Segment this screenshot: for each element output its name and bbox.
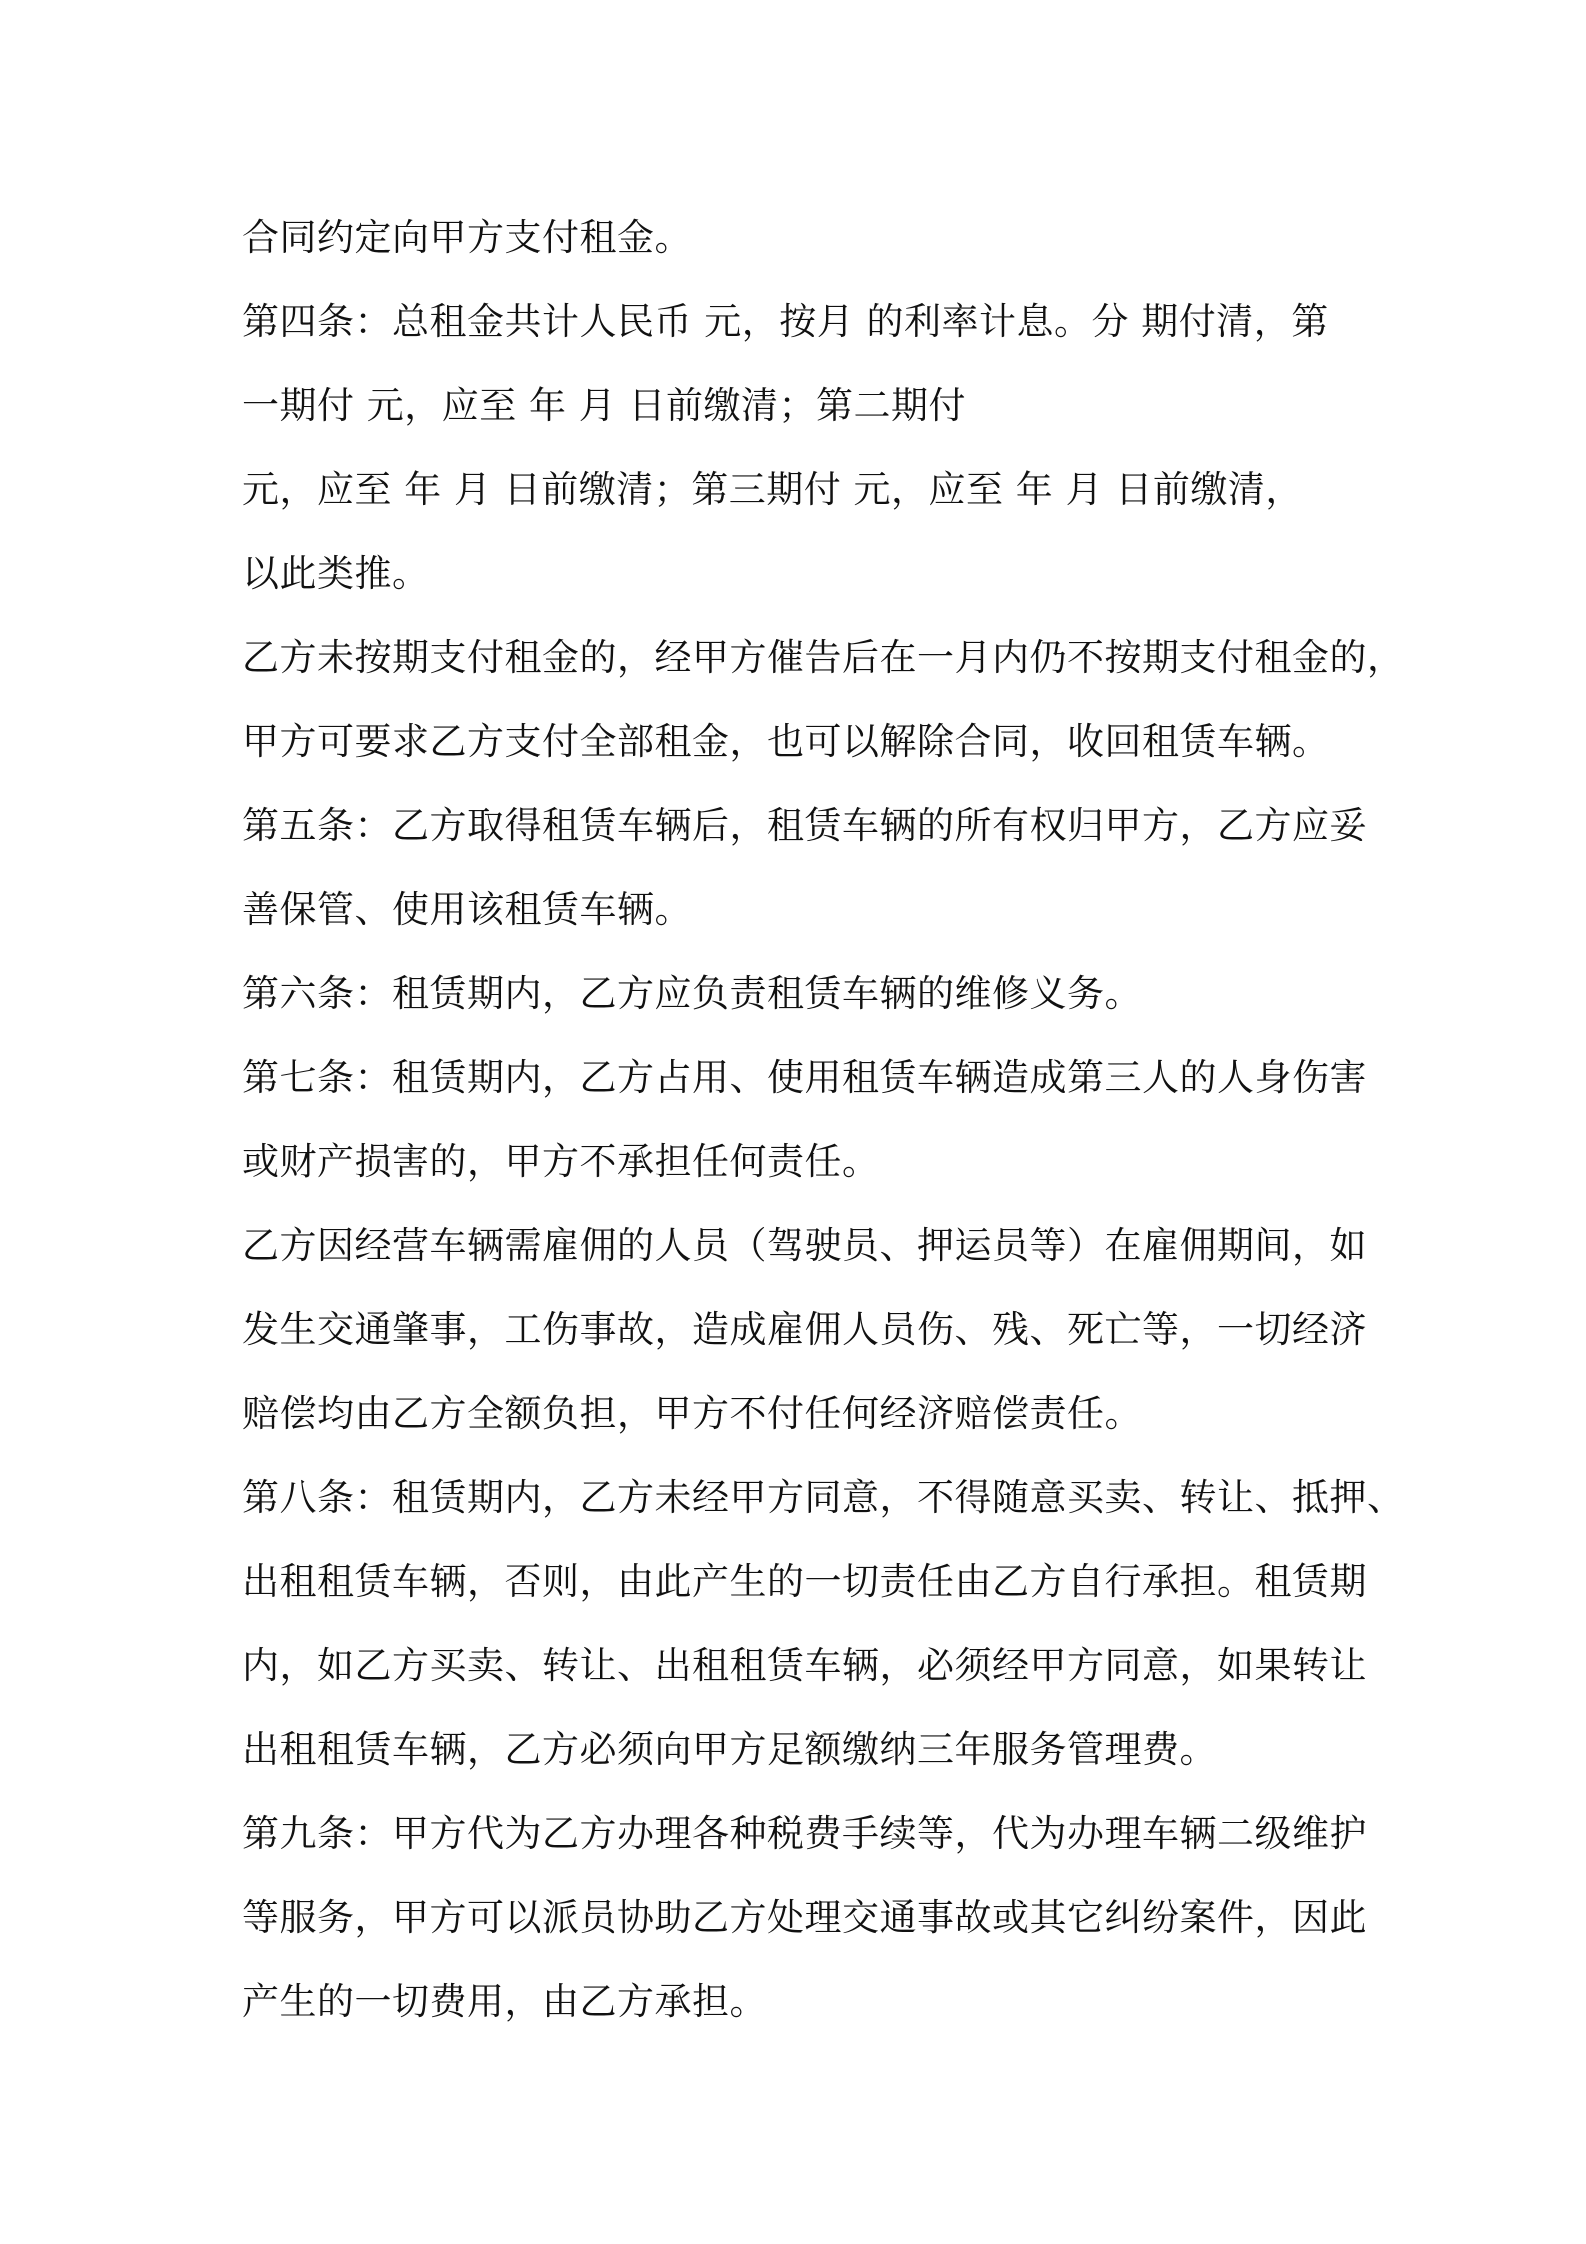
text-line: 一期付 元，应至 年 月 日前缴清；第二期付 xyxy=(242,384,967,427)
text-line: 等服务，甲方可以派员协助乙方处理交通事故或其它纠纷案件，因此 xyxy=(242,1896,1367,1939)
text-line: 乙方未按期支付租金的，经甲方催告后在一月内仍不按期支付租金的， xyxy=(242,636,1405,679)
text-line: 第五条：乙方取得租赁车辆后，租赁车辆的所有权归甲方，乙方应妥 xyxy=(242,804,1367,847)
text-line: 第六条：租赁期内，乙方应负责租赁车辆的维修义务。 xyxy=(242,972,1142,1015)
text-line: 内，如乙方买卖、转让、出租租赁车辆，必须经甲方同意，如果转让 xyxy=(242,1644,1367,1687)
text-line: 第八条：租赁期内，乙方未经甲方同意，不得随意买卖、转让、抵押、 xyxy=(242,1476,1405,1519)
text-line: 元，应至 年 月 日前缴清；第三期付 元，应至 年 月 日前缴清， xyxy=(242,468,1303,511)
text-line: 第九条：甲方代为乙方办理各种税费手续等，代为办理车辆二级维护 xyxy=(242,1812,1367,1855)
text-line: 发生交通肇事，工伤事故，造成雇佣人员伤、残、死亡等，一切经济 xyxy=(242,1308,1367,1351)
text-line: 或财产损害的，甲方不承担任何责任。 xyxy=(242,1140,880,1183)
text-line: 以此类推。 xyxy=(242,552,430,595)
text-line: 合同约定向甲方支付租金。 xyxy=(242,216,692,259)
text-line: 产生的一切费用，由乙方承担。 xyxy=(242,1980,767,2023)
text-line: 第七条：租赁期内，乙方占用、使用租赁车辆造成第三人的人身伤害 xyxy=(242,1056,1367,1099)
text-line: 出租租赁车辆，否则，由此产生的一切责任由乙方自行承担。租赁期 xyxy=(242,1560,1367,1603)
text-line: 乙方因经营车辆需雇佣的人员（驾驶员、押运员等）在雇佣期间，如 xyxy=(242,1224,1367,1267)
text-line: 第四条：总租金共计人民币 元，按月 的利率计息。分 期付清，第 xyxy=(242,300,1329,343)
text-line: 赔偿均由乙方全额负担，甲方不付任何经济赔偿责任。 xyxy=(242,1392,1142,1435)
text-line: 出租租赁车辆，乙方必须向甲方足额缴纳三年服务管理费。 xyxy=(242,1728,1217,1771)
contract-body xyxy=(242,196,1405,2044)
text-line: 善保管、使用该租赁车辆。 xyxy=(242,888,692,931)
text-line: 甲方可要求乙方支付全部租金，也可以解除合同，收回租赁车辆。 xyxy=(242,720,1330,763)
